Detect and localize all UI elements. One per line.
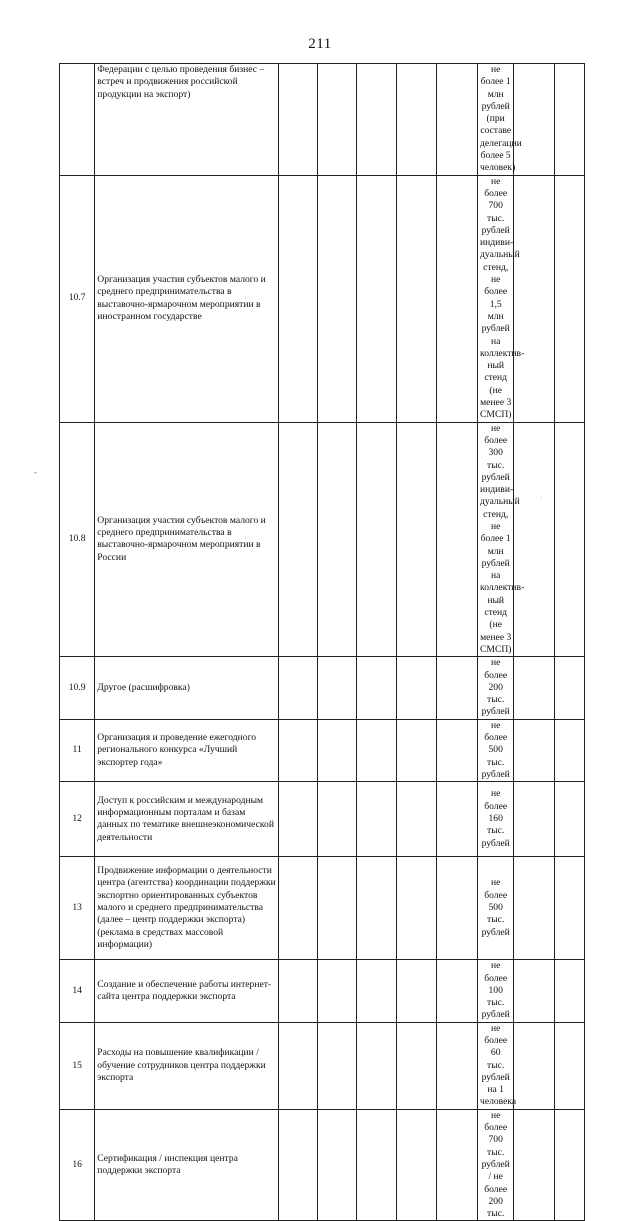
table-row [60,782,585,857]
row-amount: не более 700 тыс. рублей индиви- дуальный стенд, не более 1,5 млн рублей на коллектив- ный стенд (не менее 3 СМСП) [478,175,514,422]
empty-cell [514,960,555,1022]
row-description: Федерации с целью проведения бизнес – встреч и продвижения российской продукции на экспорт) [95,64,279,176]
empty-cell [357,175,397,422]
empty-cell [357,960,397,1022]
table-row [60,1109,585,1221]
empty-cell [514,422,555,657]
empty-cell [317,960,357,1022]
row-amount: не более 1 млн рублей (при составе делегации более 5 человек) [478,64,514,176]
empty-cell [554,175,584,422]
row-amount: не более 700 тыс. рублей / не более 200 тыс. [478,1109,514,1221]
empty-cell [514,719,555,781]
empty-cell [396,64,437,176]
empty-cell [437,1109,478,1221]
empty-cell [554,422,584,657]
row-number [60,64,95,176]
empty-cell [317,782,357,857]
empty-cell [437,960,478,1022]
empty-cell [317,857,357,960]
margin-dot: · [540,494,543,502]
row-description: Другое (расшифровка) [95,657,279,719]
empty-cell [437,422,478,657]
empty-cell [514,1022,555,1109]
row-amount: не более 500 тыс. рублей [478,857,514,960]
empty-cell [357,782,397,857]
empty-cell [514,64,555,176]
empty-cell [279,782,317,857]
empty-cell [317,64,357,176]
empty-cell [279,857,317,960]
empty-cell [437,782,478,857]
row-number: 10.7 [60,175,95,422]
row-amount: не более 300 тыс. рублей индиви- дуальный стенд, не более 1 млн рублей на коллектив- ный стенд (не менее 3 СМСП) [478,422,514,657]
empty-cell [554,857,584,960]
row-number: 15 [60,1022,95,1109]
row-amount: не более 500 тыс. рублей [478,719,514,781]
row-amount: не более 200 тыс. рублей [478,657,514,719]
empty-cell [317,175,357,422]
empty-cell [554,1022,584,1109]
table-row [60,960,585,1022]
empty-cell [554,657,584,719]
empty-cell [396,1022,437,1109]
empty-cell [279,64,317,176]
empty-cell [279,657,317,719]
empty-cell [357,719,397,781]
row-number: 10.9 [60,657,95,719]
row-description: Организация и проведение ежегодного регионального конкурса «Лучший экспортер года» [95,719,279,781]
row-number: 11 [60,719,95,781]
empty-cell [437,719,478,781]
empty-cell [279,422,317,657]
empty-cell [317,1022,357,1109]
empty-cell [357,1022,397,1109]
empty-cell [279,1109,317,1221]
empty-cell [514,1109,555,1221]
page-number: 211 [308,36,332,52]
empty-cell [396,782,437,857]
empty-cell [357,1109,397,1221]
empty-cell [554,960,584,1022]
empty-cell [437,657,478,719]
empty-cell [317,422,357,657]
table-row [60,64,585,176]
empty-cell [317,719,357,781]
empty-cell [396,719,437,781]
empty-cell [554,1109,584,1221]
table-row [60,175,585,422]
empty-cell [514,657,555,719]
table-row [60,857,585,960]
empty-cell [279,960,317,1022]
empty-cell [396,857,437,960]
row-number: 16 [60,1109,95,1221]
empty-cell [554,719,584,781]
row-description: Организация участия субъектов малого и среднего предпринимательства в выставочно-ярмарочном мероприятии в иностранном государстве [95,175,279,422]
empty-cell [437,175,478,422]
empty-cell [279,719,317,781]
empty-cell [554,782,584,857]
empty-cell [437,1022,478,1109]
empty-cell [514,857,555,960]
row-amount: не более 100 тыс. рублей [478,960,514,1022]
row-description: Продвижение информации о деятельности центра (агентства) координации поддержки экспортно ориентированных субъектов малого и среднего предпринимательства (далее – центр поддержки экспорта) (реклама в средствах массовой информации) [95,857,279,960]
empty-cell [437,64,478,176]
row-description: Создание и обеспечение работы интернет-сайта центра поддержки экспорта [95,960,279,1022]
empty-cell [357,857,397,960]
table-row [60,657,585,719]
margin-mark: - [34,467,37,477]
row-description: Расходы на повышение квалификации / обучение сотрудников центра поддержки экспорта [95,1022,279,1109]
empty-cell [279,1022,317,1109]
row-number: 12 [60,782,95,857]
empty-cell [554,64,584,176]
empty-cell [357,422,397,657]
empty-cell [396,1109,437,1221]
empty-cell [396,657,437,719]
empty-cell [357,657,397,719]
row-description: Сертификация / инспекция центра поддержки экспорта [95,1109,279,1221]
row-number: 10.8 [60,422,95,657]
row-amount: не более 160 тыс. рублей [478,782,514,857]
empty-cell [396,960,437,1022]
row-description: Доступ к российским и международным информационным порталам и базам данных по тематике внешнеэкономической деятельности [95,782,279,857]
empty-cell [396,422,437,657]
empty-cell [279,175,317,422]
budget-table [59,63,585,1221]
empty-cell [317,657,357,719]
empty-cell [514,782,555,857]
table-row [60,422,585,657]
table-row [60,1022,585,1109]
empty-cell [396,175,437,422]
empty-cell [357,64,397,176]
empty-cell [514,175,555,422]
row-number: 14 [60,960,95,1022]
empty-cell [437,857,478,960]
empty-cell [317,1109,357,1221]
row-amount: не более 60 тыс. рублей на 1 человека [478,1022,514,1109]
table-row [60,719,585,781]
row-number: 13 [60,857,95,960]
row-description: Организация участия субъектов малого и среднего предпринимательства в выставочно-ярмарочном мероприятии в России [95,422,279,657]
